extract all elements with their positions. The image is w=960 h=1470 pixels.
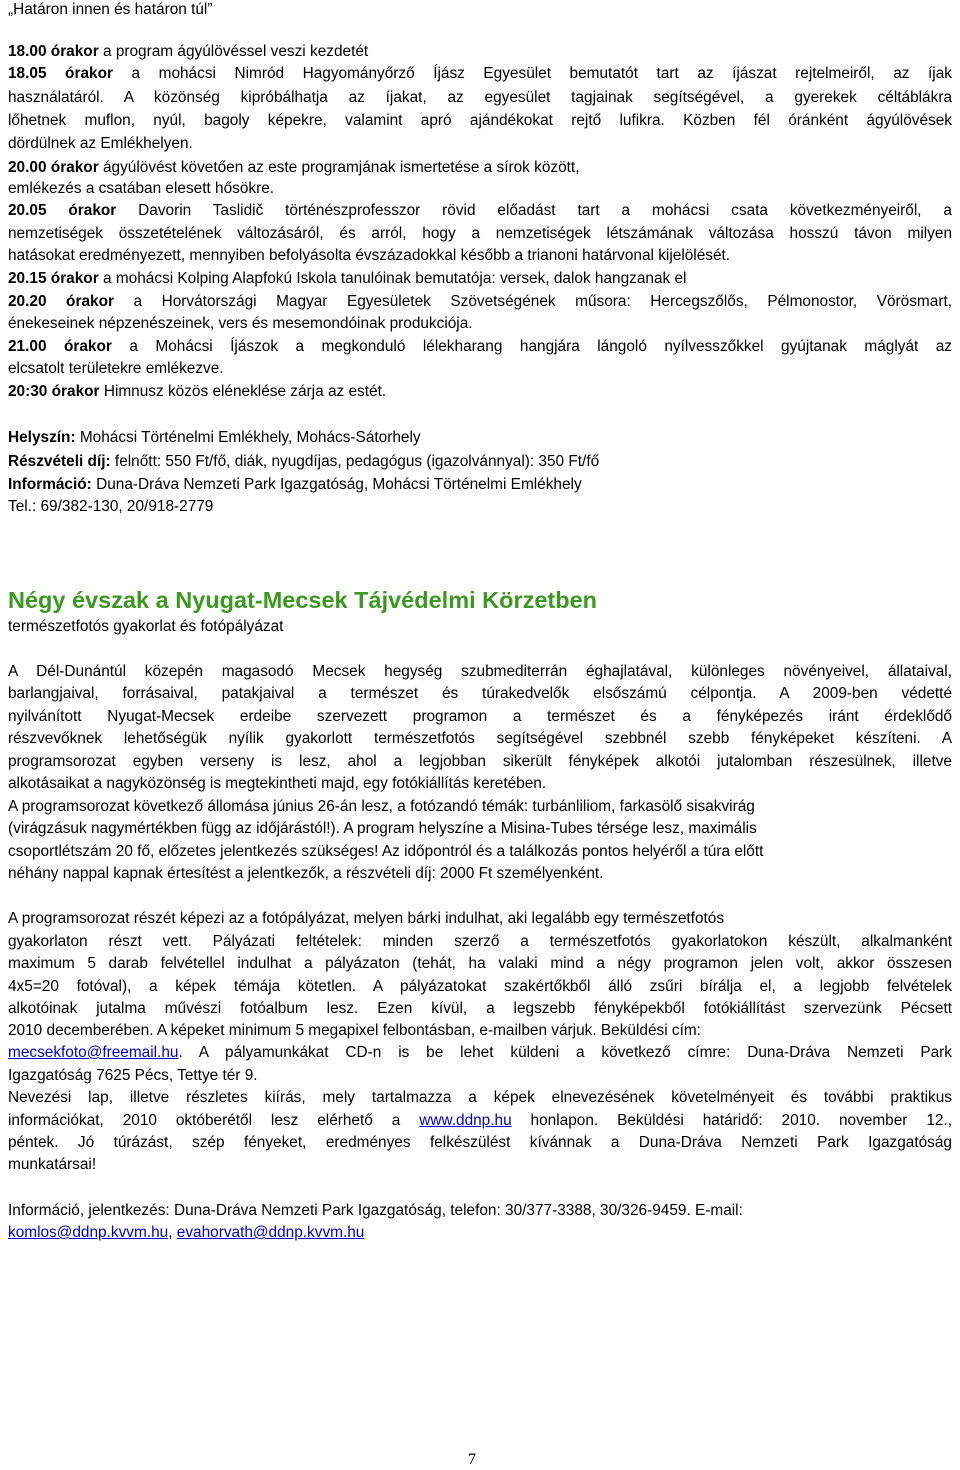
section-subheading: természetfotós gyakorlat és fotópályázat xyxy=(8,618,284,635)
contact-line: Információ, jelentkezés: Duna-Dráva Nemzeti Park Igazgatóság, telefon: 30/377-3388, 30/326-9459. E-mail: xyxy=(8,1202,743,1219)
text-line: A programsorozat következő állomása június 26-án lesz, a fotózandó témák: turbánliliom, farkasölő sisakvirág xyxy=(8,798,755,815)
text-line: (virágzásuk nagymértékben függ az időjárástól!). A program helyszíne a Misina-Tubes térsége lesz, maximális xyxy=(8,820,757,837)
text-line: A programsorozat részét képezi az a fotópályázat, melyen bárki indulhat, aki legalább egy természetfotós xyxy=(8,910,725,927)
program-title: „Határon innen és határon túl” xyxy=(8,1,213,18)
fee-value: felnőtt: 550 Ft/fő, diák, nyugdíjas, pedagógus (igazolvánnyal): 350 Ft/fő xyxy=(110,453,600,470)
text-line: Igazgatóság 7625 Pécs, Tettye tér 9. xyxy=(8,1067,258,1084)
text-line: néhány nappal kapnak értesítést a jelentkezők, a részvételi díj: 2000 Ft személyenként. xyxy=(8,865,604,882)
schedule-2005 xyxy=(8,201,952,221)
text-line: maximum 5 darab felvétellel indulhat a pályázaton (tehát, ha valaki mind a négy programon jelen volt, akkor összesen xyxy=(8,955,952,972)
schedule-text: Davorin Taslidič történészprofesszor rövid előadást tart a mohácsi csata következményeiről, a xyxy=(116,202,952,219)
venue-label: Helyszín: xyxy=(8,429,76,446)
fee-line xyxy=(8,452,952,472)
text-line: nemzetiségek összetételének változásáról, és arról, hogy a nemzetiségek létszámának változása hosszú távon milyen xyxy=(8,225,952,242)
text-line: alkotóinak jutalma művészi fotóalbum lesz. Ezen kívül, a legszebb fényképekből fotókiállítást szervezünk Pécsett xyxy=(8,1000,952,1017)
schedule-2015 xyxy=(8,269,952,289)
text-line: hatásokat eredményezett, mennyiben befolyásolta évszázadokkal később a trianoni határvonal kijelölését. xyxy=(8,247,731,264)
schedule-text: a Horvátországi Magyar Egyesületek Szövetségének műsora: Hercegszőlős, Pélmonostor, Vörösmart, xyxy=(113,293,952,310)
text-line: használatáról. A közönség kipróbálhatja az íjakat, az egyesület tagjainak segítségével, a gyerekek céltáblákra xyxy=(8,89,952,106)
text-line: A Dél-Dunántúl közepén magasodó Mecsek hegység szubmediterrán éghajlatával, különleges növényeivel, állataival, xyxy=(8,663,952,680)
info-value: Duna-Dráva Nemzeti Park Igazgatóság, Mohácsi Történelmi Emlékhely xyxy=(91,476,582,493)
text-span: honlapon. Beküldési határidő: 2010. november 12., xyxy=(511,1112,952,1129)
venue-line xyxy=(8,428,952,448)
page-number: 7 xyxy=(468,1451,476,1468)
submission-email-link[interactable]: mecsekfoto@freemail.hu xyxy=(8,1044,179,1061)
text-line: elcsatolt területekre emlékezve. xyxy=(8,360,224,377)
text-line: munkatársai! xyxy=(8,1156,97,1173)
text-span: . A pályamunkákat CD-n is be lehet küldeni a következő címre: Duna-Dráva Nemzeti Park xyxy=(178,1044,952,1061)
time-label: 20.20 órakor xyxy=(8,293,114,310)
schedule-2000 xyxy=(8,158,952,178)
schedule-text: ágyúlövést követően az este programjának ismertetése a sírok között, xyxy=(98,159,580,176)
text-line: barlangjaival, forrásaival, patakjaival a természet és túrakedvelők elsőszámú célpontja. A 2009-ben védetté xyxy=(8,685,952,702)
separator: , xyxy=(168,1224,177,1241)
text-line: énekeseinek népzenészeinek, vers és mesemondóinak produkciója. xyxy=(8,315,473,332)
text-line: 4x5=20 fotóval), a képek témája kötetlen. A pályázatokat szakértőkből álló zsűri bírálja el, a legjobb felvételek xyxy=(8,978,952,995)
time-label: 20.05 órakor xyxy=(8,202,117,219)
fee-label: Részvételi díj: xyxy=(8,453,111,470)
schedule-2020 xyxy=(8,292,952,312)
info-line xyxy=(8,475,952,495)
time-label: 18.00 órakor xyxy=(8,43,99,60)
website-line xyxy=(8,1111,952,1131)
schedule-2100 xyxy=(8,337,952,357)
text-line: 2010 decemberében. A képeket minimum 5 megapixel felbontásban, e-mailben várjuk. Beküldési cím: xyxy=(8,1022,701,1039)
section-heading: Négy évszak a Nyugat-Mecsek Tájvédelmi Körzetben xyxy=(8,587,598,613)
schedule-text: a program ágyúlövéssel veszi kezdetét xyxy=(98,43,369,60)
time-label: 20.15 órakor xyxy=(8,270,99,287)
text-line: lőhetnek muflon, nyúl, bagoly képekre, valamint apró ajándékokat rejtő lufikra. Közben fél óránként ágyúlövések xyxy=(8,112,952,129)
text-line: dördülnek az Emlékhelyen. xyxy=(8,135,193,152)
time-label: 20:30 órakor xyxy=(8,383,100,400)
phone-line: Tel.: 69/382-130, 20/918-2779 xyxy=(8,498,214,515)
text-line: részvevőknek lehetőségük nyílik gyakorlott természetfotós segítségével szebbnél szebb fényképeket készíteni. A xyxy=(8,730,952,747)
website-link[interactable]: www.ddnp.hu xyxy=(419,1112,512,1129)
email-link-evahorvath[interactable]: evahorvath@ddnp.kvvm.hu xyxy=(176,1224,365,1241)
text-line: gyakorlaton részt vett. Pályázati feltételek: minden szerző a természetfotós gyakorlatokon készült, alkalmanként xyxy=(8,933,952,950)
text-span: információkat, 2010 októberétől lesz elérhető a xyxy=(8,1112,420,1129)
email-link-komlos[interactable]: komlos@ddnp.kvvm.hu xyxy=(8,1224,169,1241)
venue-value: Mohácsi Történelmi Emlékhely, Mohács-Sátorhely xyxy=(75,429,421,446)
schedule-text: a mohácsi Nimród Hagyományőrző Íjász Egyesület bemutatót tart az íjászat rejtelmeiről, az íjak xyxy=(112,65,952,82)
schedule-2030 xyxy=(8,382,952,402)
text-line: alkotásaikat a nagyközönség is megtekintheti majd, egy fotókiállítás keretében. xyxy=(8,775,547,792)
text-line: csoportlétszám 20 fő, előzetes jelentkezés szükséges! Az időpontról és a találkozás pontos helyéről a túra előtt xyxy=(8,843,764,860)
text-line: emlékezés a csatában elesett hősökre. xyxy=(8,180,275,197)
time-label: 20.00 órakor xyxy=(8,159,99,176)
schedule-text: Himnusz közös eléneklése zárja az estét. xyxy=(99,383,387,400)
text-line: nyilvánított Nyugat-Mecsek erdeibe szervezett programon a természet és a fényképezés iránt érdeklődő xyxy=(8,708,952,725)
text-line: péntek. Jó túrázást, szép fényeket, eredményes felkészülést kívánnak a Duna-Dráva Nemzeti Park Igazgatóság xyxy=(8,1134,952,1151)
schedule-1805 xyxy=(8,64,952,84)
text-line: programsorozat egyben verseny is lesz, ahol a legjobban sikerült fényképek alkotói jutalomban részesülnek, illetve xyxy=(8,753,952,770)
contact-emails xyxy=(8,1223,952,1243)
email-line xyxy=(8,1043,952,1063)
schedule-1800 xyxy=(8,42,952,62)
time-label: 21.00 órakor xyxy=(8,338,112,355)
schedule-text: a Mohácsi Íjászok a megkonduló lélekharang hangjára lángoló nyílvesszőkkel gyújtanak máglyát az xyxy=(111,338,952,355)
text-line: Nevezési lap, illetve részletes kiírás, mely tartalmazza a képek elnevezésének követelményeit és további praktikus xyxy=(8,1089,952,1106)
time-label: 18.05 órakor xyxy=(8,65,113,82)
schedule-text: a mohácsi Kolping Alapfokú Iskola tanulóinak bemutatója: versek, dalok hangzanak el xyxy=(98,270,687,287)
info-label: Információ: xyxy=(8,476,92,493)
